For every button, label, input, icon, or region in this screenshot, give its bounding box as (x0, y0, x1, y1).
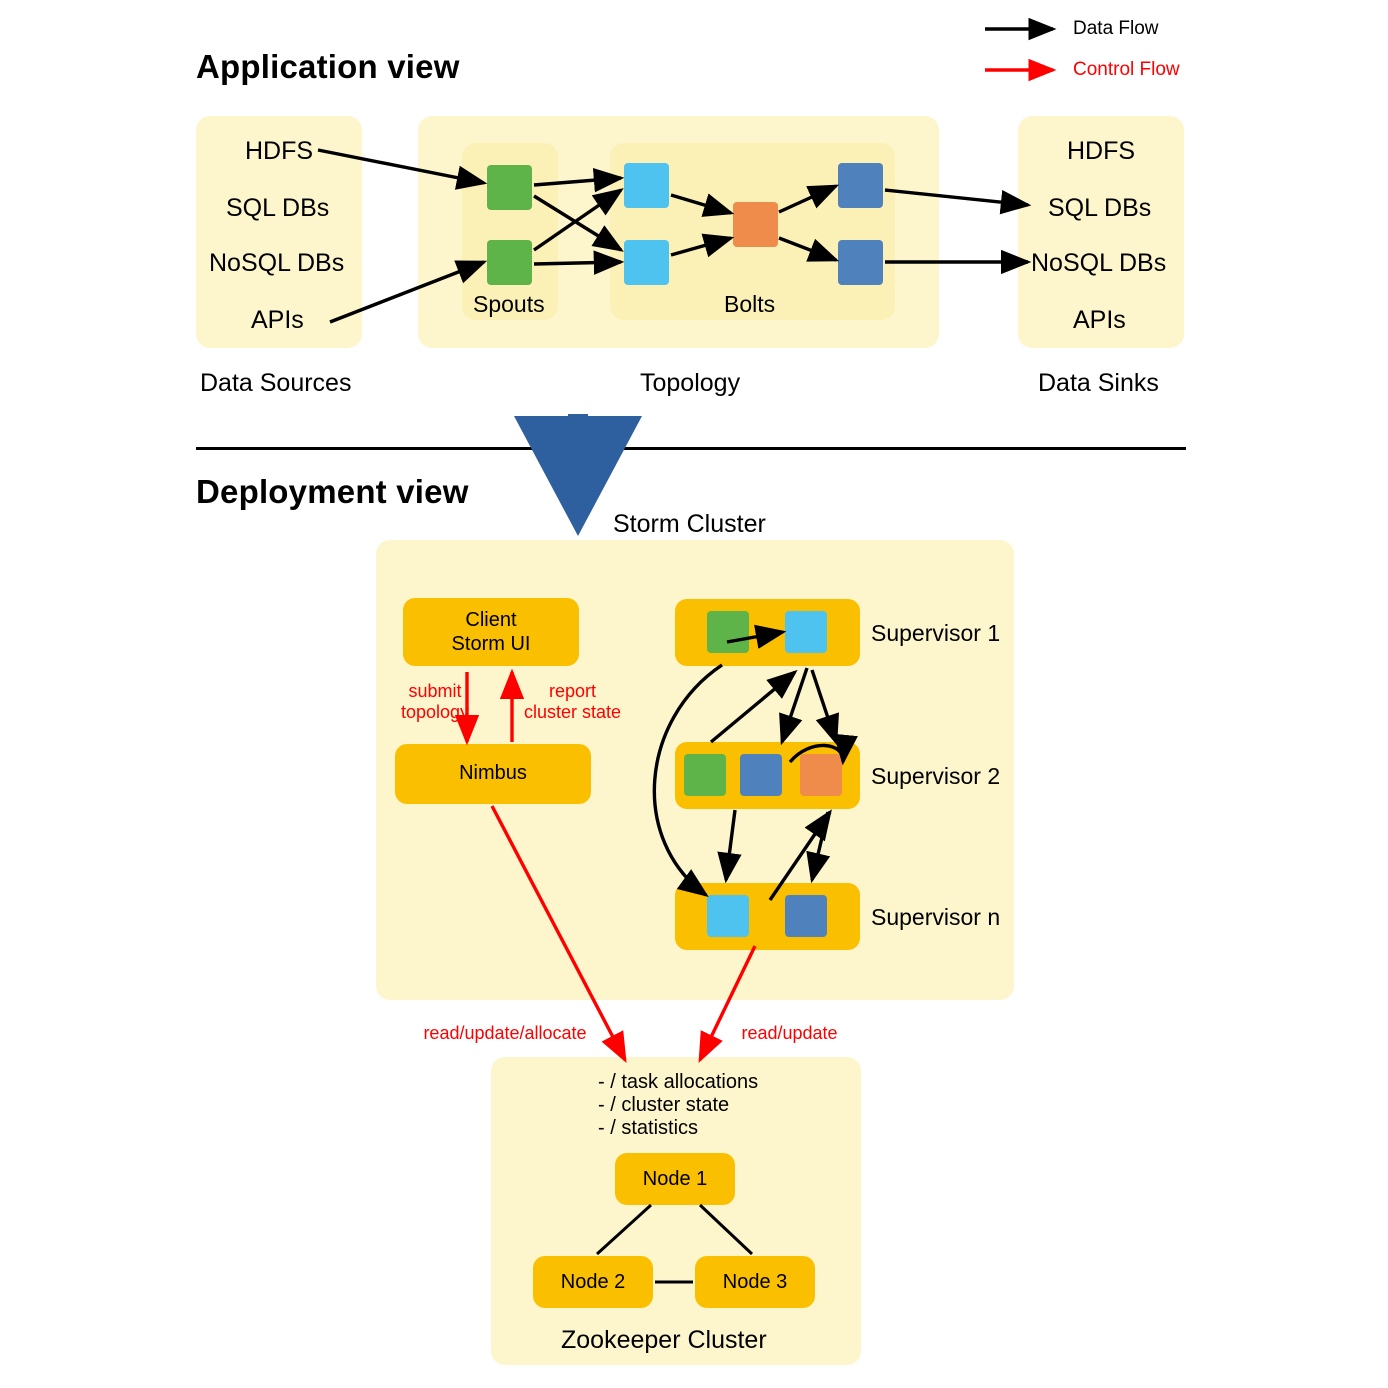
bolts-label: Bolts (724, 291, 776, 317)
data-sink-nosql: NoSQL DBs (1031, 249, 1167, 277)
read-update-allocate-label: read/update/allocate (423, 1023, 587, 1043)
supervisor-2-box[interactable] (675, 742, 860, 809)
report-line2: cluster state (523, 701, 622, 722)
zk-path-statistics: - / statistics (598, 1117, 699, 1139)
zk-node-1[interactable] (615, 1153, 735, 1205)
legend (975, 8, 1375, 88)
data-sources-caption: Data Sources (200, 369, 352, 397)
spouts-label: Spouts (473, 291, 545, 317)
bolt-1 (624, 163, 669, 208)
client-label-line1: Client (465, 609, 517, 631)
bolt-5 (838, 240, 883, 285)
submit-topology-line1: submit (408, 681, 462, 701)
supervisor-n-worker-cyan (707, 895, 749, 937)
data-source-hdfs: HDFS (245, 137, 314, 165)
topology-caption: Topology (640, 369, 741, 397)
data-source-apis: APIs (251, 306, 304, 334)
zk-node-2-label: Node 2 (560, 1271, 626, 1293)
legend-label-control-flow: Control Flow (1073, 59, 1180, 80)
application-view-title: Application view (196, 48, 460, 85)
supervisor-n-box[interactable] (675, 883, 860, 950)
client-label-line2: Storm UI (451, 633, 531, 655)
deployment-view-title: Deployment view (196, 473, 469, 510)
report-line1: report (548, 681, 597, 701)
supervisor-1-worker-green (707, 611, 749, 653)
submit-topology-line2: topology (400, 701, 470, 722)
nimbus-box[interactable] (395, 744, 591, 804)
storm-cluster-caption: Storm Cluster (613, 510, 766, 538)
supervisor-1-box[interactable] (675, 599, 860, 666)
bolt-2 (624, 240, 669, 285)
bolt-3 (733, 202, 778, 247)
read-update-label: read/update (741, 1023, 838, 1043)
report-cluster-state-label (510, 681, 635, 722)
zk-node-1-label: Node 1 (642, 1168, 708, 1190)
data-source-sql: SQL DBs (226, 194, 330, 222)
zookeeper-caption: Zookeeper Cluster (561, 1326, 767, 1354)
transition-arrow-down (558, 414, 598, 497)
data-sink-apis: APIs (1073, 306, 1126, 334)
bolt-4 (838, 163, 883, 208)
supervisor-2-worker-orange (800, 754, 842, 796)
supervisor-1-label: Supervisor 1 (871, 620, 1001, 646)
supervisor-2-worker-green (684, 754, 726, 796)
zk-node-3[interactable] (695, 1256, 815, 1308)
zk-node-2[interactable] (533, 1256, 653, 1308)
submit-topology-label (380, 681, 490, 722)
data-source-nosql: NoSQL DBs (209, 249, 345, 277)
data-sinks-caption: Data Sinks (1038, 369, 1159, 397)
data-sink-hdfs: HDFS (1067, 137, 1136, 165)
supervisor-n-label: Supervisor n (871, 904, 1001, 930)
supervisor-2-label: Supervisor 2 (871, 763, 1001, 789)
nimbus-label: Nimbus (459, 762, 527, 784)
supervisor-n-worker-blue (785, 895, 827, 937)
zk-node-3-label: Node 3 (722, 1271, 788, 1293)
supervisor-2-worker-blue (740, 754, 782, 796)
spout-1 (487, 165, 532, 210)
section-divider (196, 447, 1186, 450)
spout-2 (487, 240, 532, 285)
legend-label-data-flow: Data Flow (1073, 18, 1159, 39)
data-sink-sql: SQL DBs (1048, 194, 1152, 222)
zk-path-task-allocations: - / task allocations (598, 1071, 759, 1093)
zk-path-cluster-state: - / cluster state (598, 1094, 730, 1116)
supervisor-1-worker-cyan (785, 611, 827, 653)
client-storm-ui-box[interactable] (403, 598, 579, 666)
